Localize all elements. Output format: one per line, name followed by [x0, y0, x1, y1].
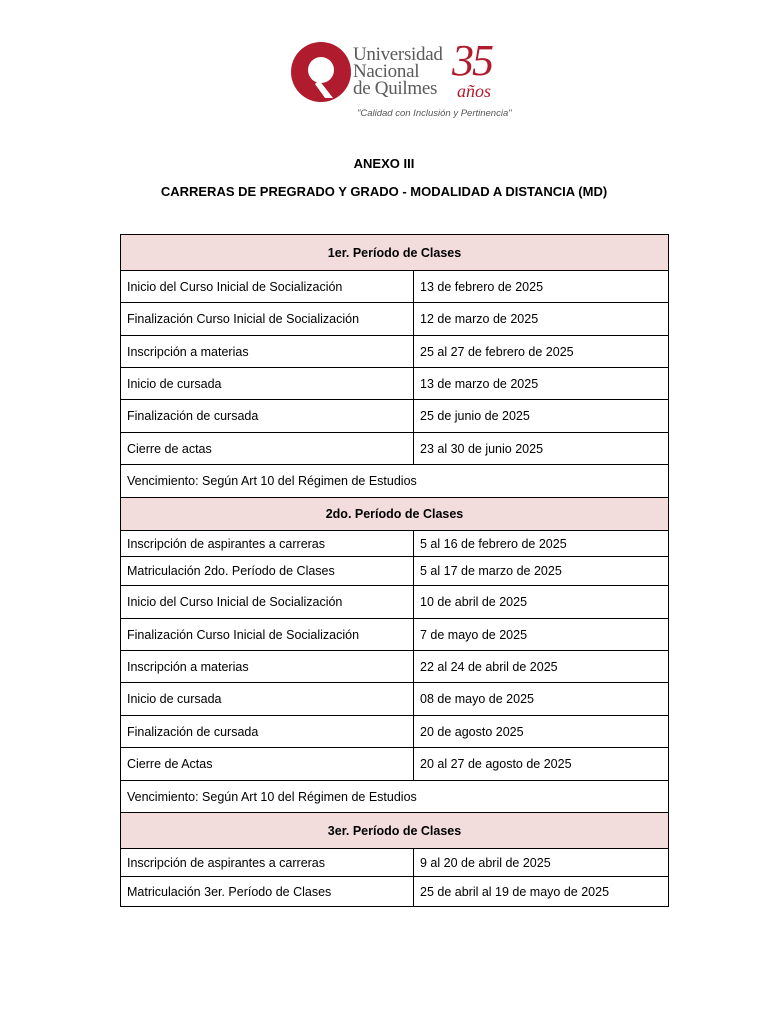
logo-line-2: Nacional: [353, 61, 420, 82]
period-header-row: [121, 498, 669, 531]
row-label: Inicio de cursada: [121, 683, 414, 716]
expiration-note: Vencimiento: Según Art 10 del Régimen de Estudios: [121, 465, 669, 498]
row-label: Inicio del Curso Inicial de Socialización: [121, 586, 414, 619]
period-header-row: [121, 813, 669, 849]
period-heading: 2do. Período de Clases: [121, 498, 669, 531]
row-label: Finalización Curso Inicial de Socialización: [121, 619, 414, 651]
table-row: [121, 586, 669, 619]
row-date: 08 de mayo de 2025: [414, 683, 669, 716]
row-label: Inicio del Curso Inicial de Socialización: [121, 271, 414, 303]
row-date: 9 al 20 de abril de 2025: [414, 849, 669, 877]
table-row: [121, 683, 669, 716]
logo-line-3: de Quilmes: [353, 78, 438, 99]
table-row: [121, 877, 669, 907]
note-row: [121, 781, 669, 813]
table-row: [121, 619, 669, 651]
row-date: 12 de marzo de 2025: [414, 303, 669, 336]
period-header-row: [121, 235, 669, 271]
document-subtitle: CARRERAS DE PREGRADO Y GRADO - MODALIDAD A DISTANCIA (MD): [160, 184, 608, 199]
row-date: 13 de marzo de 2025: [414, 368, 669, 400]
row-date: 20 al 27 de agosto de 2025: [414, 748, 669, 781]
table-row: [121, 271, 669, 303]
row-label: Inscripción a materias: [121, 336, 414, 368]
row-date: 5 al 17 de marzo de 2025: [414, 557, 669, 586]
logo-tagline: "Calidad con Inclusión y Pertinencia": [357, 108, 512, 119]
table-row: [121, 336, 669, 368]
table-row: [121, 531, 669, 557]
row-date: 13 de febrero de 2025: [414, 271, 669, 303]
table-row: [121, 716, 669, 748]
table-row: [121, 849, 669, 877]
row-date: 7 de mayo de 2025: [414, 619, 669, 651]
quilmes-q-icon: [289, 40, 353, 104]
expiration-note: Vencimiento: Según Art 10 del Régimen de Estudios: [121, 781, 669, 813]
anniversary-word: años: [457, 81, 492, 101]
table-row: [121, 651, 669, 683]
period-heading: 1er. Período de Clases: [121, 235, 669, 271]
table-row: [121, 748, 669, 781]
row-date: 25 de abril al 19 de mayo de 2025: [414, 877, 669, 907]
row-label: Cierre de Actas: [121, 748, 414, 781]
row-date: 25 al 27 de febrero de 2025: [414, 336, 669, 368]
anniversary-number: 35: [452, 36, 492, 85]
note-row: [121, 465, 669, 498]
university-logo: [289, 36, 512, 120]
row-date: 10 de abril de 2025: [414, 586, 669, 619]
row-date: 23 al 30 de junio 2025: [414, 433, 669, 465]
logo-name: [353, 46, 443, 97]
row-label: Inicio de cursada: [121, 368, 414, 400]
table-row: [121, 303, 669, 336]
table-row: [121, 368, 669, 400]
row-label: Inscripción a materias: [121, 651, 414, 683]
row-date: 5 al 16 de febrero de 2025: [414, 531, 669, 557]
row-date: 25 de junio de 2025: [414, 400, 669, 433]
period-heading: 3er. Período de Clases: [121, 813, 669, 849]
document-title: ANEXO III: [353, 156, 415, 171]
row-label: Inscripción de aspirantes a carreras: [121, 849, 414, 877]
row-date: 20 de agosto 2025: [414, 716, 669, 748]
row-label: Matriculación 2do. Período de Clases: [121, 557, 414, 586]
row-label: Inscripción de aspirantes a carreras: [121, 531, 414, 557]
table-row: [121, 433, 669, 465]
row-label: Finalización de cursada: [121, 716, 414, 748]
row-label: Finalización Curso Inicial de Socialización: [121, 303, 414, 336]
row-date: 22 al 24 de abril de 2025: [414, 651, 669, 683]
calendar-table: [120, 234, 669, 907]
row-label: Finalización de cursada: [121, 400, 414, 433]
logo-line-1: Universidad: [353, 44, 443, 65]
table-row: [121, 400, 669, 433]
row-label: Matriculación 3er. Período de Clases: [121, 877, 414, 907]
row-label: Cierre de actas: [121, 433, 414, 465]
table-row: [121, 557, 669, 586]
